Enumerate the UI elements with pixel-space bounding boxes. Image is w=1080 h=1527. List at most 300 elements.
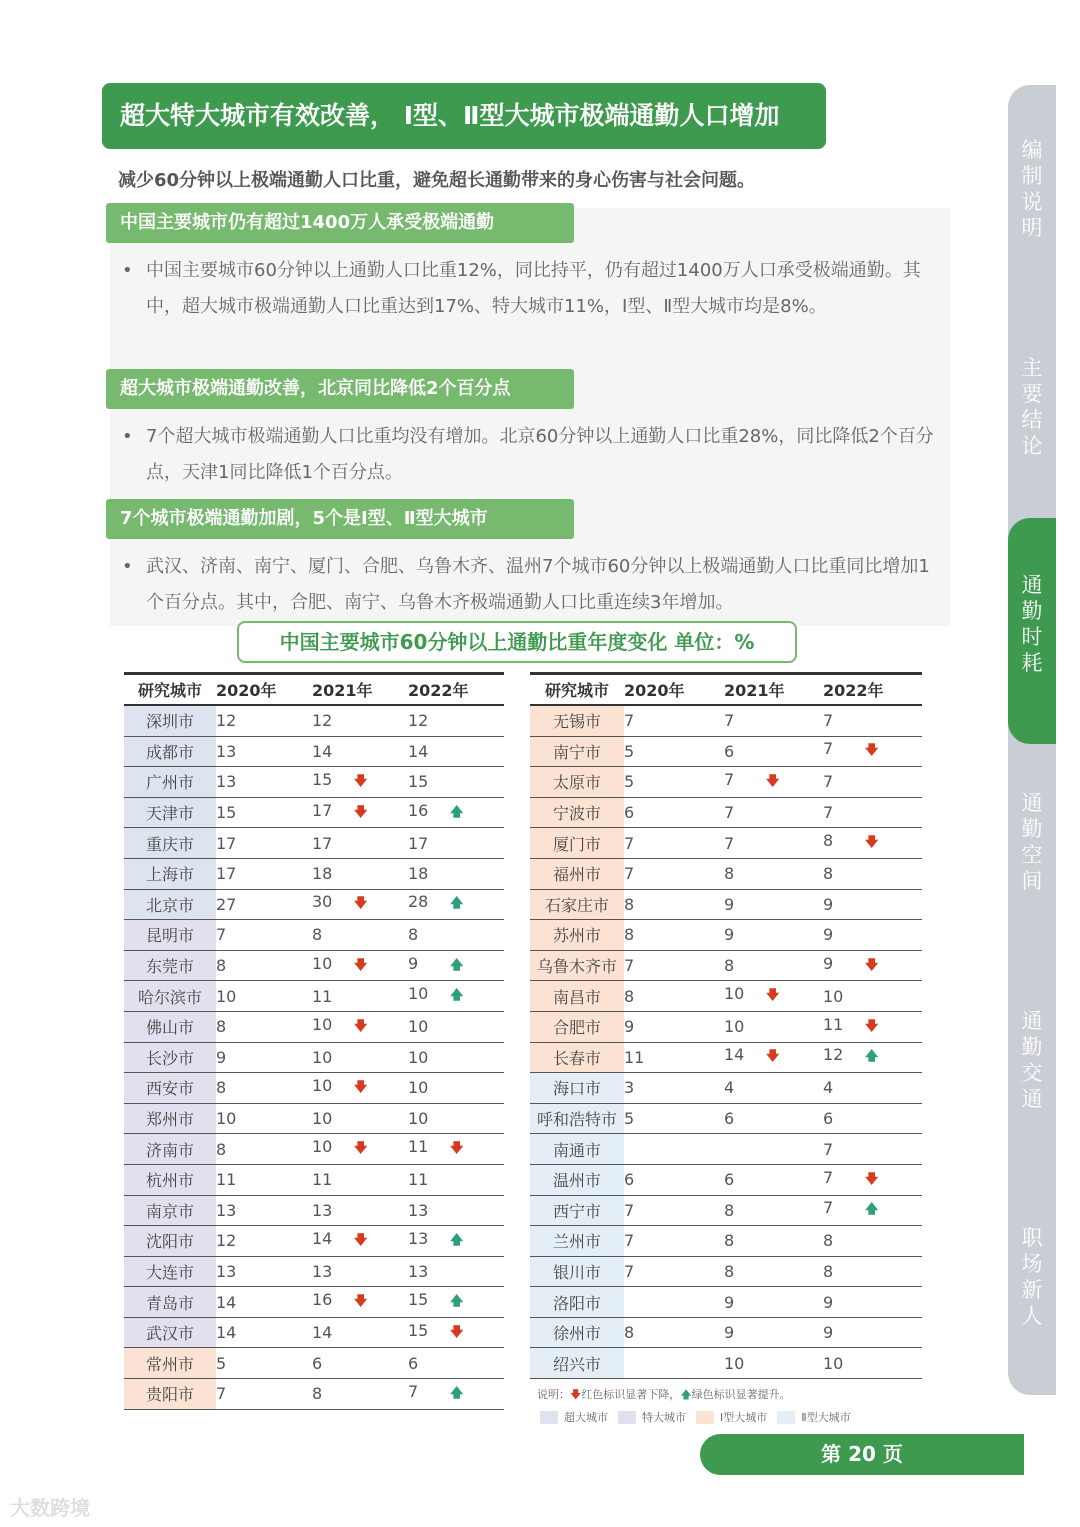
value: 11: [312, 1170, 333, 1190]
tab-label: 通勤时耗: [1021, 573, 1043, 675]
value: 13: [408, 1228, 429, 1248]
value: 7: [823, 1139, 834, 1159]
up-arrow-icon: 🡅: [450, 957, 464, 973]
table-row: [530, 1011, 922, 1042]
value: 5: [624, 772, 635, 792]
value: 8: [724, 956, 735, 976]
tab-tongqin-shihao[interactable]: [1008, 518, 1056, 744]
value: 7: [624, 956, 635, 976]
value: 18: [408, 864, 429, 884]
table-row: [124, 736, 504, 767]
city-name: 徐州市: [530, 1317, 624, 1348]
down-arrow-icon: 🡇: [354, 957, 368, 973]
city-name: 温州市: [530, 1164, 624, 1195]
value: 27: [216, 894, 237, 914]
value: 7: [823, 711, 834, 731]
table-row: [124, 1287, 504, 1318]
value: 17: [216, 864, 237, 884]
down-arrow-icon: 🡇: [354, 1294, 368, 1310]
value: 15: [216, 803, 237, 823]
value-cell-y2022: [823, 1042, 922, 1073]
value: 4: [724, 1078, 735, 1098]
city-name: 成都市: [124, 736, 216, 767]
value-cell-y2022: [408, 950, 504, 981]
value-cell-y2021: [724, 981, 823, 1012]
section-text-2: [122, 419, 937, 491]
table-row: [124, 1348, 504, 1379]
up-arrow-icon: 🡅: [450, 1294, 464, 1310]
value: 8: [624, 894, 635, 914]
value-cell-y2021: [724, 920, 823, 951]
value-cell-y2021: [312, 1164, 408, 1195]
value-cell-y2021: [724, 767, 823, 798]
value-cell-y2020: [624, 705, 724, 736]
value-cell-y2020: [624, 858, 724, 889]
table-row: [124, 858, 504, 889]
value: 16: [408, 800, 429, 820]
value: 8: [216, 1139, 227, 1159]
down-arrow-icon: 🡇: [766, 988, 780, 1004]
value-cell-y2020: [216, 858, 312, 889]
up-arrow-icon: 🡅: [450, 804, 464, 820]
value: 12: [216, 711, 237, 731]
value: 17: [216, 833, 237, 853]
down-arrow-icon: 🡇: [450, 1141, 464, 1157]
value: 13: [312, 1200, 333, 1220]
section-text-3: [122, 549, 937, 621]
value: 5: [624, 1109, 635, 1129]
down-arrow-icon: 🡇: [450, 1324, 464, 1340]
value-cell-y2022: [408, 889, 504, 920]
value: 15: [408, 772, 429, 792]
value-cell-y2020: [216, 981, 312, 1012]
value-cell-y2022: [823, 1195, 922, 1226]
tab-label: 职场新人: [1021, 1226, 1043, 1328]
value-cell-y2020: [624, 1042, 724, 1073]
value: 14: [216, 1292, 237, 1312]
value-cell-y2020: [216, 736, 312, 767]
table-row: [530, 1317, 922, 1348]
value: 11: [823, 1014, 844, 1034]
tab-zhichang-xinren[interactable]: [1008, 1225, 1056, 1335]
table-row: [124, 1042, 504, 1073]
value: 9: [724, 894, 735, 914]
header-city: 研究城市: [530, 674, 624, 706]
value-cell-y2020: [216, 1073, 312, 1104]
city-name: 重庆市: [124, 828, 216, 859]
table-row: [530, 858, 922, 889]
value-cell-y2022: [823, 1073, 922, 1104]
tab-bianzhi-shuoming[interactable]: [1008, 137, 1056, 247]
value-cell-y2020: [216, 1348, 312, 1379]
tab-tongqin-kongjian[interactable]: [1008, 790, 1056, 900]
value: 10: [724, 1353, 745, 1373]
table-row: [124, 767, 504, 798]
value-cell-y2022: [408, 1073, 504, 1104]
value: 13: [408, 1261, 429, 1281]
tab-zhuyao-jielun[interactable]: [1008, 355, 1056, 465]
value: 13: [216, 1200, 237, 1220]
city-name: 福州市: [530, 858, 624, 889]
up-arrow-icon: 🡅: [865, 1202, 879, 1218]
value: 6: [724, 1170, 735, 1190]
value: 9: [724, 925, 735, 945]
value: 9: [216, 1047, 227, 1067]
legend-swatch: [540, 1411, 558, 1424]
value: 5: [216, 1353, 227, 1373]
bullet-icon: •: [122, 260, 133, 281]
table-row: [530, 705, 922, 736]
down-arrow-icon: 🡇: [865, 743, 879, 759]
value: 9: [823, 894, 834, 914]
city-name: 呼和浩特市: [530, 1103, 624, 1134]
value-cell-y2020: [216, 767, 312, 798]
city-name: 东莞市: [124, 950, 216, 981]
table-row: [530, 1256, 922, 1287]
down-arrow-icon: 🡇: [354, 773, 368, 789]
value-cell-y2022: [823, 1164, 922, 1195]
city-name: 西安市: [124, 1073, 216, 1104]
value: 10: [408, 1017, 429, 1037]
value: 7: [823, 739, 834, 759]
value-cell-y2021: [312, 1042, 408, 1073]
table-row: [124, 1226, 504, 1257]
down-arrow-icon: 🡇: [865, 835, 879, 851]
value: 14: [312, 1228, 333, 1248]
watermark: 大数跨境: [10, 1496, 90, 1520]
value: 13: [312, 1261, 333, 1281]
value-cell-y2022: [408, 797, 504, 828]
value: 10: [312, 1109, 333, 1129]
value-cell-y2021: [312, 1317, 408, 1348]
value-cell-y2022: [408, 1287, 504, 1318]
value-cell-y2022: [408, 1164, 504, 1195]
value-cell-y2020: [624, 1348, 724, 1379]
value-cell-y2022: [823, 1226, 922, 1257]
value-cell-y2022: [408, 1042, 504, 1073]
value-cell-y2020: [624, 920, 724, 951]
table-row: [124, 797, 504, 828]
legend-item-two: [777, 1409, 850, 1425]
value-cell-y2021: [724, 1042, 823, 1073]
value-cell-y2020: [216, 1317, 312, 1348]
table-row: [124, 1011, 504, 1042]
value-cell-y2020: [624, 828, 724, 859]
value: 14: [216, 1323, 237, 1343]
city-name: 西宁市: [530, 1195, 624, 1226]
city-name: 太原市: [530, 767, 624, 798]
up-arrow-icon: 🡅: [450, 1232, 464, 1248]
city-name: 佛山市: [124, 1011, 216, 1042]
section-heading-1: 中国主要城市仍有超过1400万人承受极端通勤: [106, 203, 574, 243]
value: 11: [624, 1047, 645, 1067]
value: 14: [312, 741, 333, 761]
value: 8: [216, 1017, 227, 1037]
section-text-1: [122, 253, 937, 325]
city-name: 昆明市: [124, 920, 216, 951]
city-name: 石家庄市: [530, 889, 624, 920]
value-cell-y2021: [312, 797, 408, 828]
value-cell-y2021: [724, 797, 823, 828]
value-cell-y2022: [823, 858, 922, 889]
value: 18: [312, 864, 333, 884]
value-cell-y2020: [624, 1073, 724, 1104]
value: 10: [408, 1078, 429, 1098]
table-row: [530, 1042, 922, 1073]
value-cell-y2022: [823, 950, 922, 981]
value: 10: [724, 1017, 745, 1037]
value-cell-y2021: [312, 920, 408, 951]
city-name: 宁波市: [530, 797, 624, 828]
value-cell-y2022: [823, 1103, 922, 1134]
note-prefix: 说明：: [537, 1388, 570, 1401]
value: 10: [312, 1137, 333, 1157]
value: 8: [216, 956, 227, 976]
city-name: 无锡市: [530, 705, 624, 736]
table-row: [530, 1164, 922, 1195]
city-name: 海口市: [530, 1073, 624, 1104]
city-name: 沈阳市: [124, 1226, 216, 1257]
value: 6: [724, 1109, 735, 1129]
value-cell-y2022: [823, 1011, 922, 1042]
value-cell-y2021: [724, 1011, 823, 1042]
value-cell-y2022: [823, 828, 922, 859]
value: 8: [624, 986, 635, 1006]
city-name: 常州市: [124, 1348, 216, 1379]
left-commute-table: [124, 672, 504, 1410]
table-row: [530, 1195, 922, 1226]
up-arrow-icon: 🡅: [450, 1385, 464, 1401]
value: 7: [216, 925, 227, 945]
table-row: [124, 1256, 504, 1287]
value: 6: [823, 1109, 834, 1129]
table-row: [124, 705, 504, 736]
value: 9: [823, 925, 834, 945]
city-name: 上海市: [124, 858, 216, 889]
value-cell-y2022: [408, 705, 504, 736]
city-name: 郑州市: [124, 1103, 216, 1134]
value-cell-y2021: [724, 1103, 823, 1134]
value-cell-y2021: [724, 950, 823, 981]
header-2021: 2021年: [724, 674, 823, 706]
down-arrow-icon: 🡇: [865, 1018, 879, 1034]
value-cell-y2020: [624, 1256, 724, 1287]
left-table-body: [124, 705, 504, 1409]
value: 11: [408, 1170, 429, 1190]
value-cell-y2021: [724, 1073, 823, 1104]
city-name: 杭州市: [124, 1164, 216, 1195]
value: 8: [624, 925, 635, 945]
value: 9: [724, 1323, 735, 1343]
value-cell-y2020: [624, 767, 724, 798]
value: 8: [216, 1078, 227, 1098]
value-cell-y2020: [216, 1287, 312, 1318]
value: 6: [624, 803, 635, 823]
value-cell-y2021: [724, 1287, 823, 1318]
table-title: 中国主要城市60分钟以上通勤比重年度变化 单位：%: [237, 621, 797, 663]
page-banner: 超大特大城市有效改善， Ⅰ型、Ⅱ型大城市极端通勤人口增加: [102, 83, 826, 149]
value: 10: [724, 984, 745, 1004]
tab-tongqin-jiaotong[interactable]: [1008, 1008, 1056, 1118]
table-row: [530, 1134, 922, 1165]
city-name: 厦门市: [530, 828, 624, 859]
page-subtitle: 减少60分钟以上极端通勤人口比重，避免超长通勤带来的身心伤害与社会问题。: [118, 170, 756, 191]
value-cell-y2022: [408, 1134, 504, 1165]
value-cell-y2021: [724, 1256, 823, 1287]
value: 14: [408, 741, 429, 761]
legend-item-one: [696, 1409, 767, 1425]
value-cell-y2022: [408, 1103, 504, 1134]
value: 7: [624, 864, 635, 884]
up-arrow-icon: 🡅: [450, 988, 464, 1004]
value: 8: [724, 1231, 735, 1251]
city-name: 大连市: [124, 1256, 216, 1287]
value-cell-y2021: [724, 1348, 823, 1379]
value: 4: [823, 1078, 834, 1098]
city-name: 北京市: [124, 889, 216, 920]
value-cell-y2020: [216, 1042, 312, 1073]
value: 17: [408, 833, 429, 853]
value: 7: [408, 1381, 419, 1401]
table-row: [124, 1195, 504, 1226]
city-name: 南昌市: [530, 981, 624, 1012]
city-name: 苏州市: [530, 920, 624, 951]
value: 8: [312, 1384, 323, 1404]
tab-label: 通勤空间: [1021, 791, 1043, 893]
table-row: [530, 767, 922, 798]
value-cell-y2021: [312, 705, 408, 736]
city-name: 长沙市: [124, 1042, 216, 1073]
value-cell-y2020: [624, 981, 724, 1012]
section-heading-3: 7个城市极端通勤加剧，5个是Ⅰ型、Ⅱ型大城市: [106, 499, 574, 539]
value: 16: [312, 1290, 333, 1310]
header-2022: 2022年: [823, 674, 922, 706]
value-cell-y2021: [724, 1134, 823, 1165]
table-row: [124, 1379, 504, 1410]
value: 11: [312, 986, 333, 1006]
value-cell-y2020: [216, 828, 312, 859]
value-cell-y2021: [312, 736, 408, 767]
header-2020: 2020年: [624, 674, 724, 706]
header-2022: 2022年: [408, 674, 504, 706]
city-name: 哈尔滨市: [124, 981, 216, 1012]
down-arrow-icon: 🡇: [766, 773, 780, 789]
value: 8: [724, 864, 735, 884]
down-arrow-icon: 🡇: [354, 1079, 368, 1095]
value: 9: [823, 1292, 834, 1312]
value: 10: [312, 1014, 333, 1034]
city-name: 南京市: [124, 1195, 216, 1226]
value-cell-y2022: [823, 767, 922, 798]
value-cell-y2020: [624, 1134, 724, 1165]
table-row: [124, 1073, 504, 1104]
value: 6: [624, 1170, 635, 1190]
city-name: 济南市: [124, 1134, 216, 1165]
legend-label: Ⅰ型大城市: [720, 1411, 768, 1424]
up-arrow-icon: 🡅: [450, 896, 464, 912]
value: 10: [312, 1075, 333, 1095]
value-cell-y2022: [408, 1011, 504, 1042]
value: 9: [823, 1323, 834, 1343]
table-row: [124, 828, 504, 859]
value-cell-y2021: [312, 1226, 408, 1257]
section-text-2-body: 7个超大城市极端通勤人口比重均没有增加。北京60分钟以上通勤人口比重28%，同比降低2个百分点，天津1同比降低1个百分点。: [146, 426, 934, 483]
table-row: [530, 889, 922, 920]
value: 11: [408, 1137, 429, 1157]
value-cell-y2020: [216, 1164, 312, 1195]
value-cell-y2022: [408, 1226, 504, 1257]
up-arrow-icon: 🡅: [680, 1388, 692, 1401]
section-text-3-body: 武汉、济南、南宁、厦门、合肥、乌鲁木齐、温州7个城市60分钟以上极端通勤人口比重同比增加1个百分点。其中，合肥、南宁、乌鲁木齐极端通勤人口比重连续3年增加。: [146, 556, 930, 613]
value: 5: [624, 741, 635, 761]
table-row: [124, 920, 504, 951]
value-cell-y2021: [312, 858, 408, 889]
value: 8: [823, 864, 834, 884]
value: 30: [312, 892, 333, 912]
right-table-wrap: [530, 672, 922, 1379]
value-cell-y2020: [216, 889, 312, 920]
value-cell-y2020: [624, 1103, 724, 1134]
value: 8: [408, 925, 419, 945]
value: 8: [823, 831, 834, 851]
table-row: [124, 889, 504, 920]
city-name: 合肥市: [530, 1011, 624, 1042]
value-cell-y2021: [312, 1379, 408, 1410]
note-up-text: 绿色标识显著提升。: [691, 1388, 791, 1401]
value: 11: [216, 1170, 237, 1190]
bullet-icon: •: [122, 556, 133, 577]
value-cell-y2021: [312, 950, 408, 981]
value-cell-y2020: [624, 1195, 724, 1226]
note-down-text: 红色标识显著下降，: [581, 1388, 681, 1401]
value: 15: [408, 1320, 429, 1340]
table-row: [530, 950, 922, 981]
right-commute-table: [530, 672, 922, 1379]
value-cell-y2022: [408, 1317, 504, 1348]
city-name: 天津市: [124, 797, 216, 828]
value-cell-y2021: [312, 828, 408, 859]
city-name: 南宁市: [530, 736, 624, 767]
tab-label: 编制说明: [1021, 138, 1043, 240]
table-row: [124, 950, 504, 981]
down-arrow-icon: 🡇: [354, 804, 368, 820]
value-cell-y2020: [624, 889, 724, 920]
value: 7: [724, 833, 735, 853]
value: 7: [624, 711, 635, 731]
value: 10: [408, 1047, 429, 1067]
table-row: [124, 1164, 504, 1195]
value: 10: [216, 1109, 237, 1129]
value: 7: [624, 1261, 635, 1281]
value-cell-y2022: [823, 1287, 922, 1318]
table-row: [530, 1287, 922, 1318]
value-cell-y2020: [216, 1379, 312, 1410]
value: 8: [823, 1261, 834, 1281]
city-name: 长春市: [530, 1042, 624, 1073]
value-cell-y2020: [624, 950, 724, 981]
value: 15: [408, 1290, 429, 1310]
city-name: 乌鲁木齐市: [530, 950, 624, 981]
city-name: 绍兴市: [530, 1348, 624, 1379]
value: 9: [724, 1292, 735, 1312]
value: 7: [823, 772, 834, 792]
table-row: [124, 1317, 504, 1348]
city-name: 兰州市: [530, 1226, 624, 1257]
value-cell-y2021: [312, 1103, 408, 1134]
value: 10: [312, 953, 333, 973]
value: 9: [823, 953, 834, 973]
table-row: [530, 797, 922, 828]
